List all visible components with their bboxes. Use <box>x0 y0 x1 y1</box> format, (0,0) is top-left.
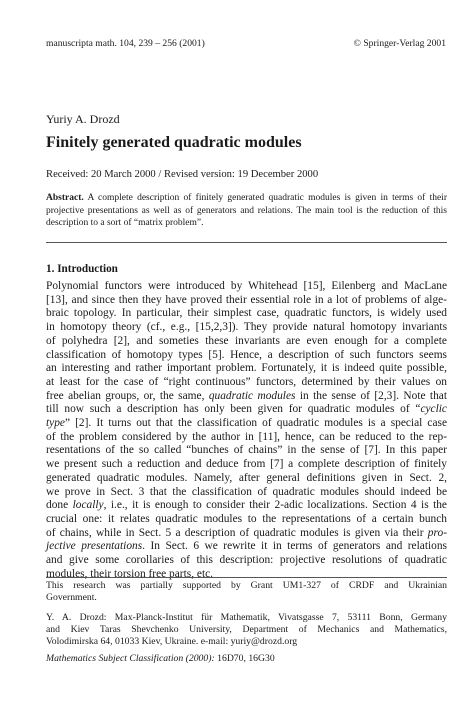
support-note-line: This research was partially supported by Grant UM1-327 of CRDF and Ukrainian <box>46 580 447 591</box>
body-line: we prove in Sect. 3 that the classification of quadratic modules should indeed be <box>46 485 447 498</box>
body-line: an interesting and rather important problem. Fortunately, it is indeed quite possible, <box>46 362 447 375</box>
body-line: Polynomial functors were introduced by Whitehead [15], Eilenberg and MacLane <box>46 280 447 292</box>
received-dates: Received: 20 March 2000 / Revised version: 19 December 2000 <box>46 169 319 180</box>
journal-citation: manuscripta math. 104, 239 – 256 (2001) <box>46 38 205 49</box>
author-name: Yuriy A. Drozd <box>46 112 120 126</box>
address-line: and Kiev Taras Shevchenko University, Department of Mechanics and Mathematics, <box>46 623 447 635</box>
body-line: crucial one: it relates quadratic modules to the representations of a certain bunch <box>46 512 447 525</box>
msc-codes: 16D70, 16G30 <box>214 653 275 664</box>
introduction-body <box>46 280 447 581</box>
body-line: free abelian groups, or, the same, quadratic modules in the sense of [2,3]. Note that <box>46 389 448 402</box>
body-line: [13], and since then they have proved their essential role in a lot of problems of alge- <box>46 293 447 306</box>
body-line: done locally, i.e., it is enough to consider their 2-adic localizations. Section 4 is the <box>46 499 447 512</box>
address-line: Volodimirska 64, 01033 Kiev, Ukraine. e-mail: yuriy@drozd.org <box>46 636 298 648</box>
body-line: generated quadratic modules. Namely, after general definitions given in Sect. 2, <box>46 471 447 484</box>
body-line: jective presentations. In Sect. 6 we rewrite it in terms of generators and relations <box>46 540 447 553</box>
body-line: and give some corollaries of this description: projective resolutions of quadratic <box>46 554 447 567</box>
running-head <box>46 38 446 50</box>
abstract-label: Abstract. <box>46 193 84 203</box>
subject-classification <box>46 653 275 665</box>
body-line: we present such a reduction and deduce from [7] a complete description of finitely <box>46 458 447 471</box>
support-note-line: Government. <box>46 592 97 604</box>
copyright-notice: © Springer-Verlag 2001 <box>353 38 446 49</box>
body-line: braic topology. In particular, their simplest case, quadratic functors, is widely used <box>46 307 447 320</box>
abstract <box>46 192 447 230</box>
paper-title: Finitely generated quadratic modules <box>46 134 302 151</box>
body-line: type” [2]. It turns out that the classification of quadratic modules is a special case <box>46 417 447 430</box>
footnotes <box>46 580 447 648</box>
body-line: resentations of the so called “bunches of chains” in the sense of [7]. In this paper <box>46 444 447 457</box>
body-line: classification of homotopy types [5]. Hence, a description of such functors seems <box>46 348 447 361</box>
msc-label: Mathematics Subject Classification (2000): <box>46 653 215 664</box>
body-line: of the problem considered by the author in [11], hence, can be reduced to the rep- <box>46 430 447 443</box>
footnote-divider <box>46 577 447 578</box>
address-line: Y. A. Drozd: Max-Planck-Institut für Mathematik, Vivatsgasse 7, 53111 Bonn, Germany <box>46 611 447 623</box>
body-line: at least for the case of “right continuous” functors, determined by their values on <box>46 375 447 388</box>
body-line: of chains, while in Sect. 5 a description of quadratic modules is given via their pro- <box>46 526 447 539</box>
body-line: of polyhedra [2], and someties these invariants are even enough for a complete <box>46 334 447 347</box>
section-heading: 1. Introduction <box>46 263 118 275</box>
abstract-text: A complete description of finitely generated quadratic modules is given in terms of their projective presentations as well as of generators and relations. The main tool is the reduction of this description to a sort of “matrix problem”. <box>46 193 447 229</box>
body-line: in homotopy theory (cf., e.g., [15,2,3]). They provide natural homotopy invariants <box>46 321 447 334</box>
abstract-divider <box>46 242 447 243</box>
body-line: modules, their torsion free parts, etc. <box>46 567 214 580</box>
body-line: till now such a description has only been given for quadratic modules of “cyclic <box>46 403 447 416</box>
